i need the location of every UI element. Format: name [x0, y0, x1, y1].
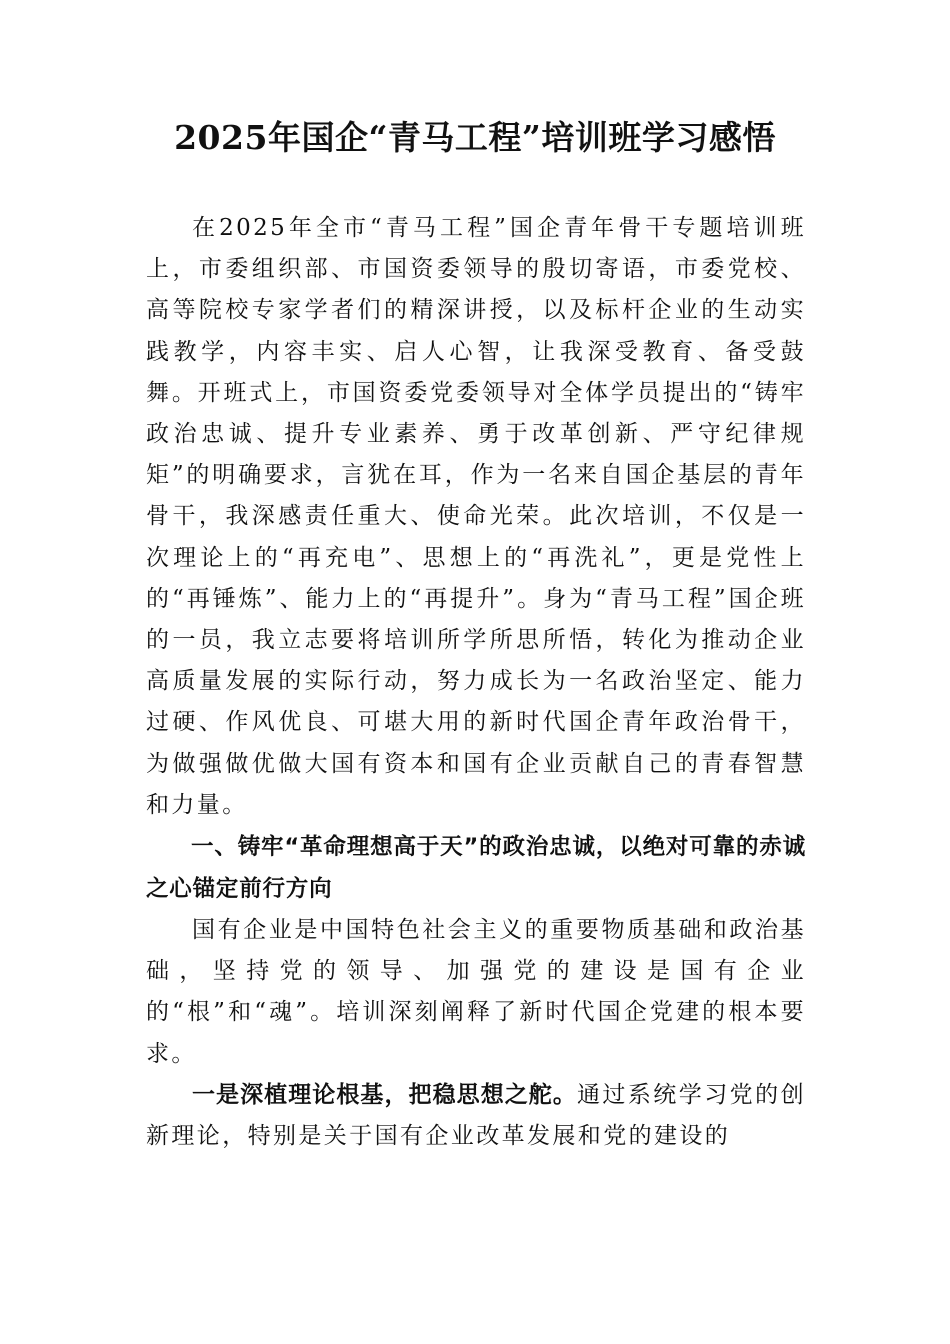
- section-heading-1: 一、铸牢“革命理想高于天”的政治忠诚，以绝对可靠的赤诚之心锚定前行方向: [146, 834, 806, 903]
- document-title: 2025年国企“青马工程”培训班学习感悟: [174, 118, 776, 157]
- intro-paragraph: 在2025年全市“青马工程”国企青年骨干专题培训班上，市委组织部、市国资委领导的殷切寄语，市委党校、高等院校专家学者们的精深讲授，以及标杆企业的生动实践教学，内容丰实、启人心智，让我深受教育、备受鼓舞。开班式上，市国资委党委领导对全体学员提出的“铸牢政治忠诚、提升专业素养、勇于改革创新、严守纪律规矩”的明确要求，言犹在耳，作为一名来自国企基层的青年骨干，我深感责任重大、使命光荣。此次培训，不仅是一次理论上的“再充电”、思想上的“再洗礼”，更是党性上的“再锤炼”、能力上的“再提升”。身为“青马工程”国企班的一员，我立志要将培训所学所思所悟，转化为推动企业高质量发展的实际行动，努力成长为一名政治坚定、能力过硬、作风优良、可堪大用的新时代国企青年政治骨干，为做强做优做大国有资本和国有企业贡献自己的青春智慧和力量。: [146, 215, 806, 818]
- point-1-text: 通过系统学习党的创新理论，特别是关于国有企业改革发展和党的建设的: [146, 1081, 807, 1150]
- point-1-paragraph: [146, 1075, 806, 1157]
- point-1-lead: 一是深植理论根基，把稳思想之舵。: [192, 1081, 577, 1108]
- section-1-paragraph: 国有企业是中国特色社会主义的重要物质基础和政治基础，坚持党的领导、加强党的建设是国有企业的“根”和“魂”。培训深刻阐释了新时代国企党建的根本要求。: [146, 917, 806, 1067]
- document-body: [146, 208, 806, 1157]
